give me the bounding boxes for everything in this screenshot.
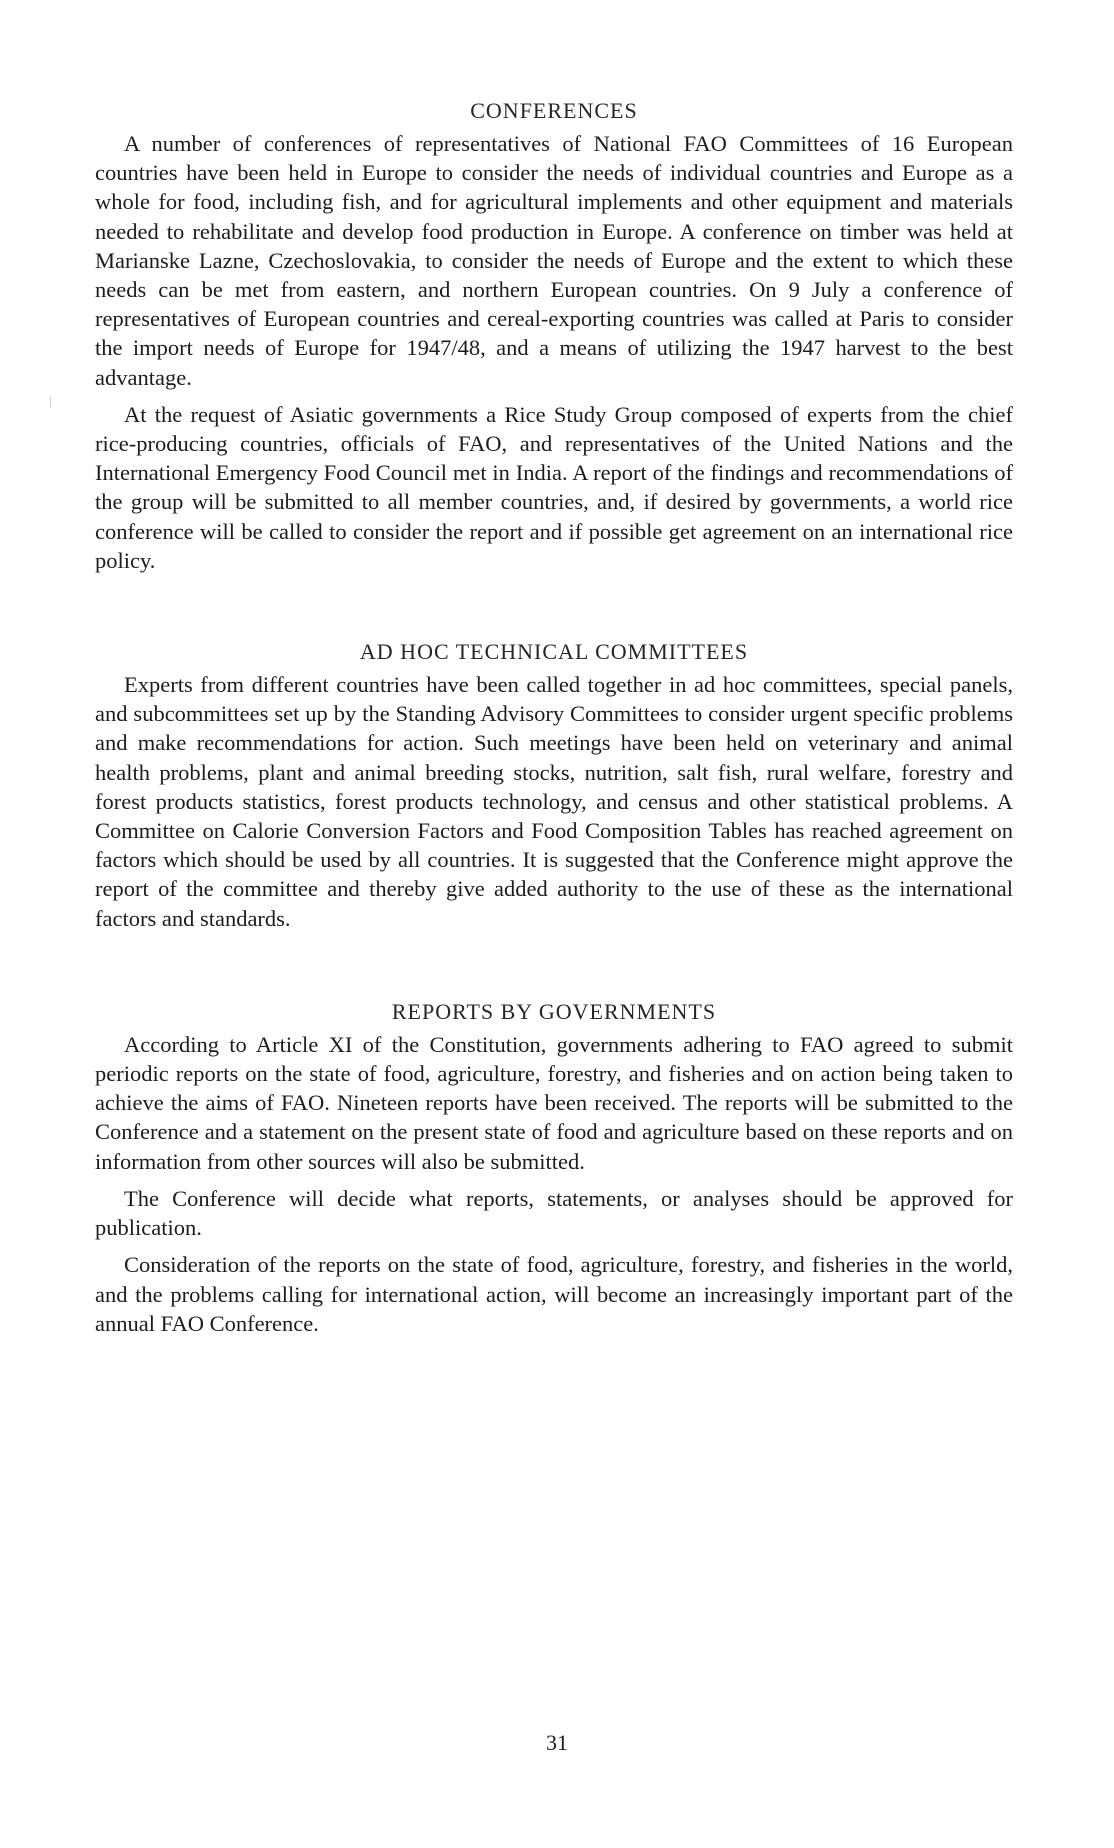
paragraph: A number of conferences of representatives of National FAO Committees of 16 European countries have been held in Europe to consider the needs of individual countries and Europe as a whole for food, including fish, and for agricultural implements and other equipment and materials needed to rehabilitate and develop food production in Europe. A conference on timber was held at Marianske Lazne, Czechoslovakia, to consider the needs of Europe and the extent to which these needs can be met from eastern, and northern European countries. On 9 July a conference of representatives of European countries and cereal-exporting countries was called at Paris to consider the import needs of Europe for 1947/48, and a means of utilizing the 1947 harvest to the best advantage. [95,131,1013,390]
section-conferences [95,96,1013,575]
paragraph: Consideration of the reports on the state of food, agriculture, forestry, and fisheries in the world, and the problems calling for international action, will become an increasingly important part of the annual FAO Conference. [95,1252,1013,1336]
section-reports-by-governments [95,997,1013,1338]
section-spacer [95,583,1013,637]
paragraph: The Conference will decide what reports, statements, or analyses should be approved for publication. [95,1185,1013,1241]
section-heading: REPORTS BY GOVERNMENTS [391,998,717,1024]
page-number: 31 [546,1730,568,1755]
paragraph: At the request of Asiatic governments a Rice Study Group composed of experts from the chief rice-producing countries, officials of FAO, and representatives of the United Nations and the International Emergency Food Council met in India. A report of the findings and recommendations of the group will be submitted to all member countries, and, if desired by governments, a world rice conference will be called to consider the report and if possible get agreement on an international rice policy. [95,401,1013,573]
section-ad-hoc-technical-committees [95,637,1013,933]
section-heading: AD HOC TECHNICAL COMMITTEES [359,639,749,665]
section-heading: CONFERENCES [470,98,638,123]
margin-mark [50,397,51,407]
paragraph: According to Article XI of the Constitution, governments adhering to FAO agreed to submit periodic reports on the state of food, agriculture, forestry, and fisheries and on action being taken to achieve the aims of FAO. Nineteen reports have been received. The reports will be submitted to the Conference and a statement on the present state of food and agriculture based on these reports and on information from other sources will also be submitted. [95,1031,1013,1174]
document-page [95,96,1013,1346]
paragraph: Experts from different countries have been called together in ad hoc committees, special panels, and subcommittees set up by the Standing Advisory Committees to consider urgent specific problems and make recommendations for action. Such meetings have been held on veterinary and animal health problems, plant and animal breeding stocks, nutrition, salt fish, rural welfare, forestry and forest products statistics, forest products technology, and census and other statistical problems. A Committee on Calorie Conversion Factors and Food Composition Tables has reached agreement on factors which should be used by all countries. It is suggested that the Conference might approve the report of the committee and thereby give added authority to the use of these as the international factors and standards. [95,672,1013,931]
section-spacer [95,941,1013,997]
